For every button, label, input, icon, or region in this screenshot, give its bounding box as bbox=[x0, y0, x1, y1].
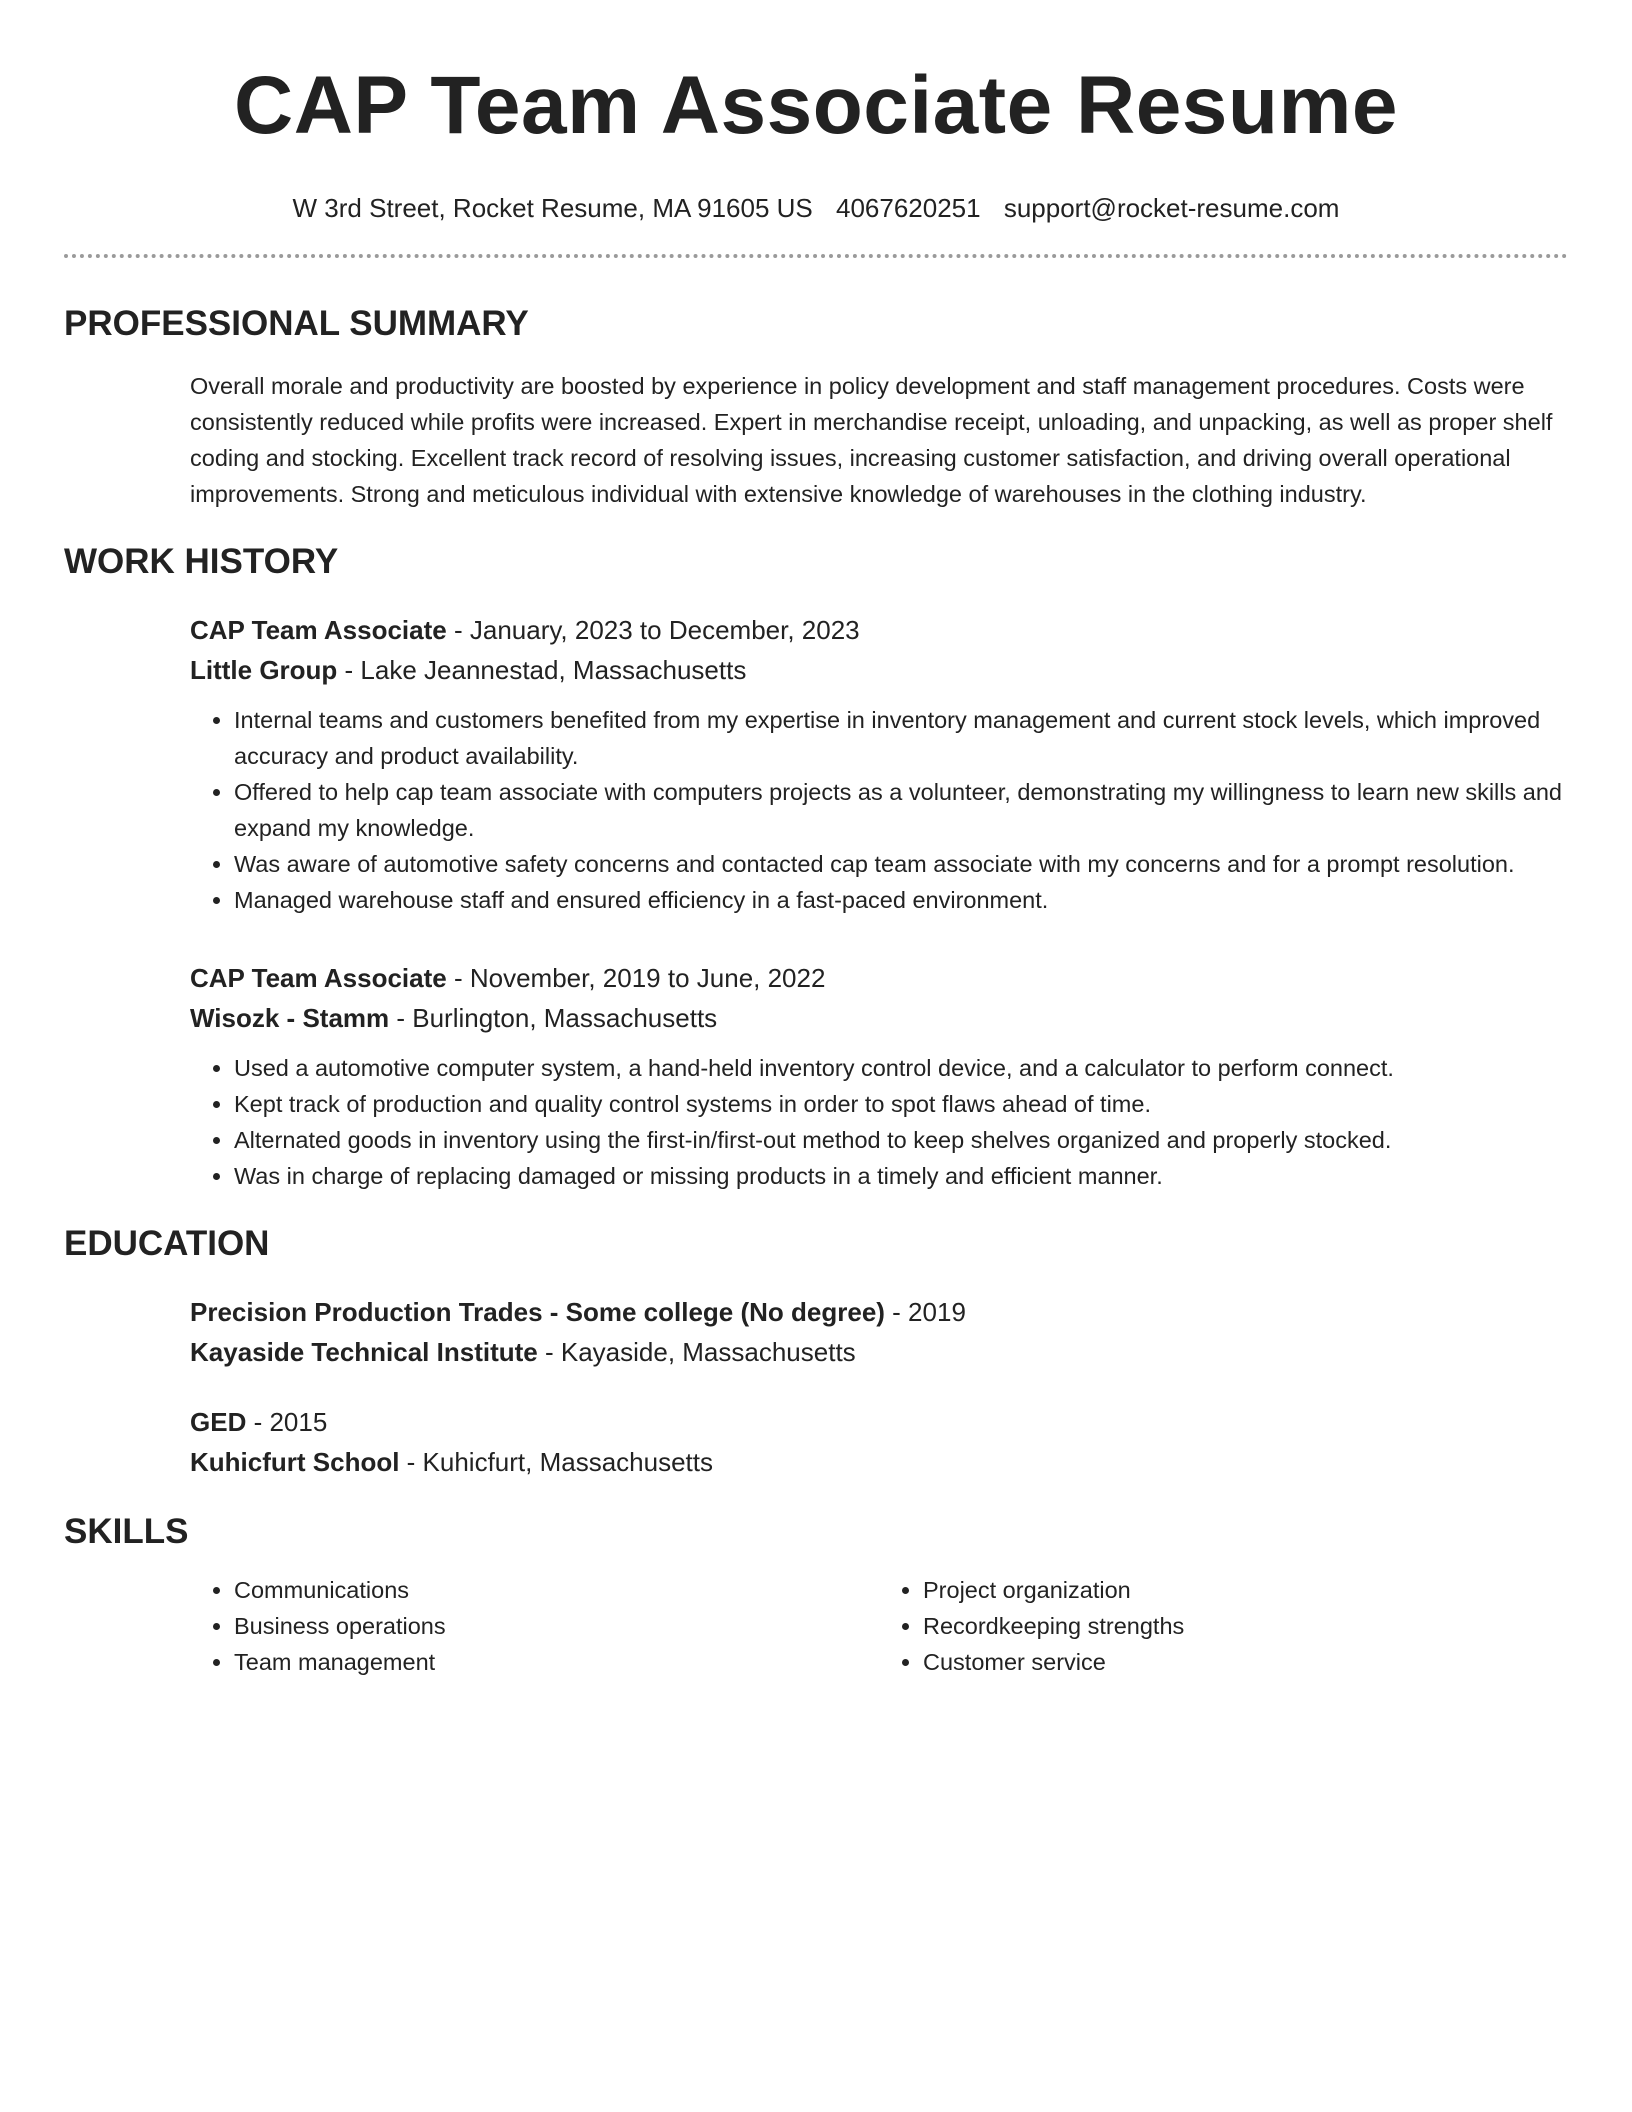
education-school-line bbox=[190, 1332, 1568, 1372]
skills-grid bbox=[190, 1572, 1568, 1680]
resume-title: CAP Team Associate Resume bbox=[233, 60, 1399, 151]
education-degree: GED bbox=[190, 1407, 247, 1437]
skill-item: • Team management bbox=[234, 1644, 879, 1680]
job-bullet: • Offered to help cap team associate with computers projects as a volunteer, demonstrating my willingness to learn new skills and expand my knowledge. bbox=[234, 774, 1568, 846]
job-company: Little Group bbox=[190, 655, 338, 685]
skill-item: • Recordkeeping strengths bbox=[923, 1608, 1568, 1644]
skill-item: • Project organization bbox=[923, 1572, 1568, 1608]
job-dates: - January, 2023 to December, 2023 bbox=[446, 615, 860, 645]
job-bullet: • Alternated goods in inventory using the first-in/first-out method to keep shelves organized and properly stocked. bbox=[234, 1122, 1568, 1158]
job-company-line bbox=[190, 650, 1568, 690]
job-location: - Burlington, Massachusetts bbox=[389, 1003, 718, 1033]
section-title-work-history: WORK HISTORY bbox=[64, 542, 339, 581]
education-entry bbox=[190, 1402, 1568, 1482]
education-school: Kayaside Technical Institute bbox=[190, 1337, 538, 1367]
section-title-skills: SKILLS bbox=[64, 1512, 189, 1551]
contact-phone: 4067620251 bbox=[835, 193, 981, 223]
education-degree-line bbox=[190, 1292, 1568, 1332]
job-company: Wisozk - Stamm bbox=[190, 1003, 390, 1033]
section-title-education: EDUCATION bbox=[64, 1224, 270, 1263]
job-bullet: • Used a automotive computer system, a hand-held inventory control device, and a calculator to perform connect. bbox=[234, 1050, 1568, 1086]
skill-item: • Customer service bbox=[923, 1644, 1568, 1680]
job-bullet: • Was in charge of replacing damaged or missing products in a timely and efficient manner. bbox=[234, 1158, 1568, 1194]
job-role: CAP Team Associate bbox=[190, 615, 447, 645]
contact-email: support@rocket-resume.com bbox=[1003, 193, 1340, 223]
job-bullets bbox=[190, 1050, 1568, 1194]
education-location: - Kuhicfurt, Massachusetts bbox=[399, 1447, 713, 1477]
summary-text: Overall morale and productivity are boosted by experience in policy development and staff management procedures. Costs were consistently reduced while profits were increased. Expert in merchandise receipt, unloading, and unpacking, as well as proper shelf coding and stocking. Excellent track record of resolving issues, increasing customer satisfaction, and driving overall operational improvements. Strong and meticulous individual with extensive knowledge of warehouses in the clothing industry. bbox=[190, 373, 1553, 507]
contact-line bbox=[64, 192, 1568, 224]
job-bullet: • Managed warehouse staff and ensured efficiency in a fast-paced environment. bbox=[234, 882, 1568, 918]
section-title-summary: PROFESSIONAL SUMMARY bbox=[64, 304, 529, 343]
job-company-line bbox=[190, 998, 1568, 1038]
job-role: CAP Team Associate bbox=[190, 963, 447, 993]
job-bullet: • Was aware of automotive safety concerns and contacted cap team associate with my concerns and for a prompt resolution. bbox=[234, 846, 1568, 882]
education-entry bbox=[190, 1292, 1568, 1372]
education-year: - 2015 bbox=[246, 1407, 328, 1437]
job-entry bbox=[190, 610, 1568, 918]
job-entry bbox=[190, 958, 1568, 1194]
contact-address: W 3rd Street, Rocket Resume, MA 91605 US bbox=[292, 193, 813, 223]
education-school-line bbox=[190, 1442, 1568, 1482]
education-degree: Precision Production Trades - Some college (No degree) bbox=[190, 1297, 885, 1327]
skills-column-left bbox=[190, 1572, 879, 1680]
education-location: - Kayaside, Massachusetts bbox=[537, 1337, 856, 1367]
education-degree-line bbox=[190, 1402, 1568, 1442]
job-location: - Lake Jeannestad, Massachusetts bbox=[337, 655, 747, 685]
job-dates: - November, 2019 to June, 2022 bbox=[446, 963, 826, 993]
job-bullet: • Kept track of production and quality control systems in order to spot flaws ahead of time. bbox=[234, 1086, 1568, 1122]
job-role-line bbox=[190, 958, 1568, 998]
education-year: - 2019 bbox=[884, 1297, 966, 1327]
job-bullet: • Internal teams and customers benefited from my expertise in inventory management and current stock levels, which improved accuracy and product availability. bbox=[234, 702, 1568, 774]
education-school: Kuhicfurt School bbox=[190, 1447, 400, 1477]
job-role-line bbox=[190, 610, 1568, 650]
skills-column-right bbox=[879, 1572, 1568, 1680]
job-bullets bbox=[190, 702, 1568, 918]
skill-item: • Communications bbox=[234, 1572, 879, 1608]
skill-item: • Business operations bbox=[234, 1608, 879, 1644]
header-divider bbox=[64, 254, 1568, 258]
